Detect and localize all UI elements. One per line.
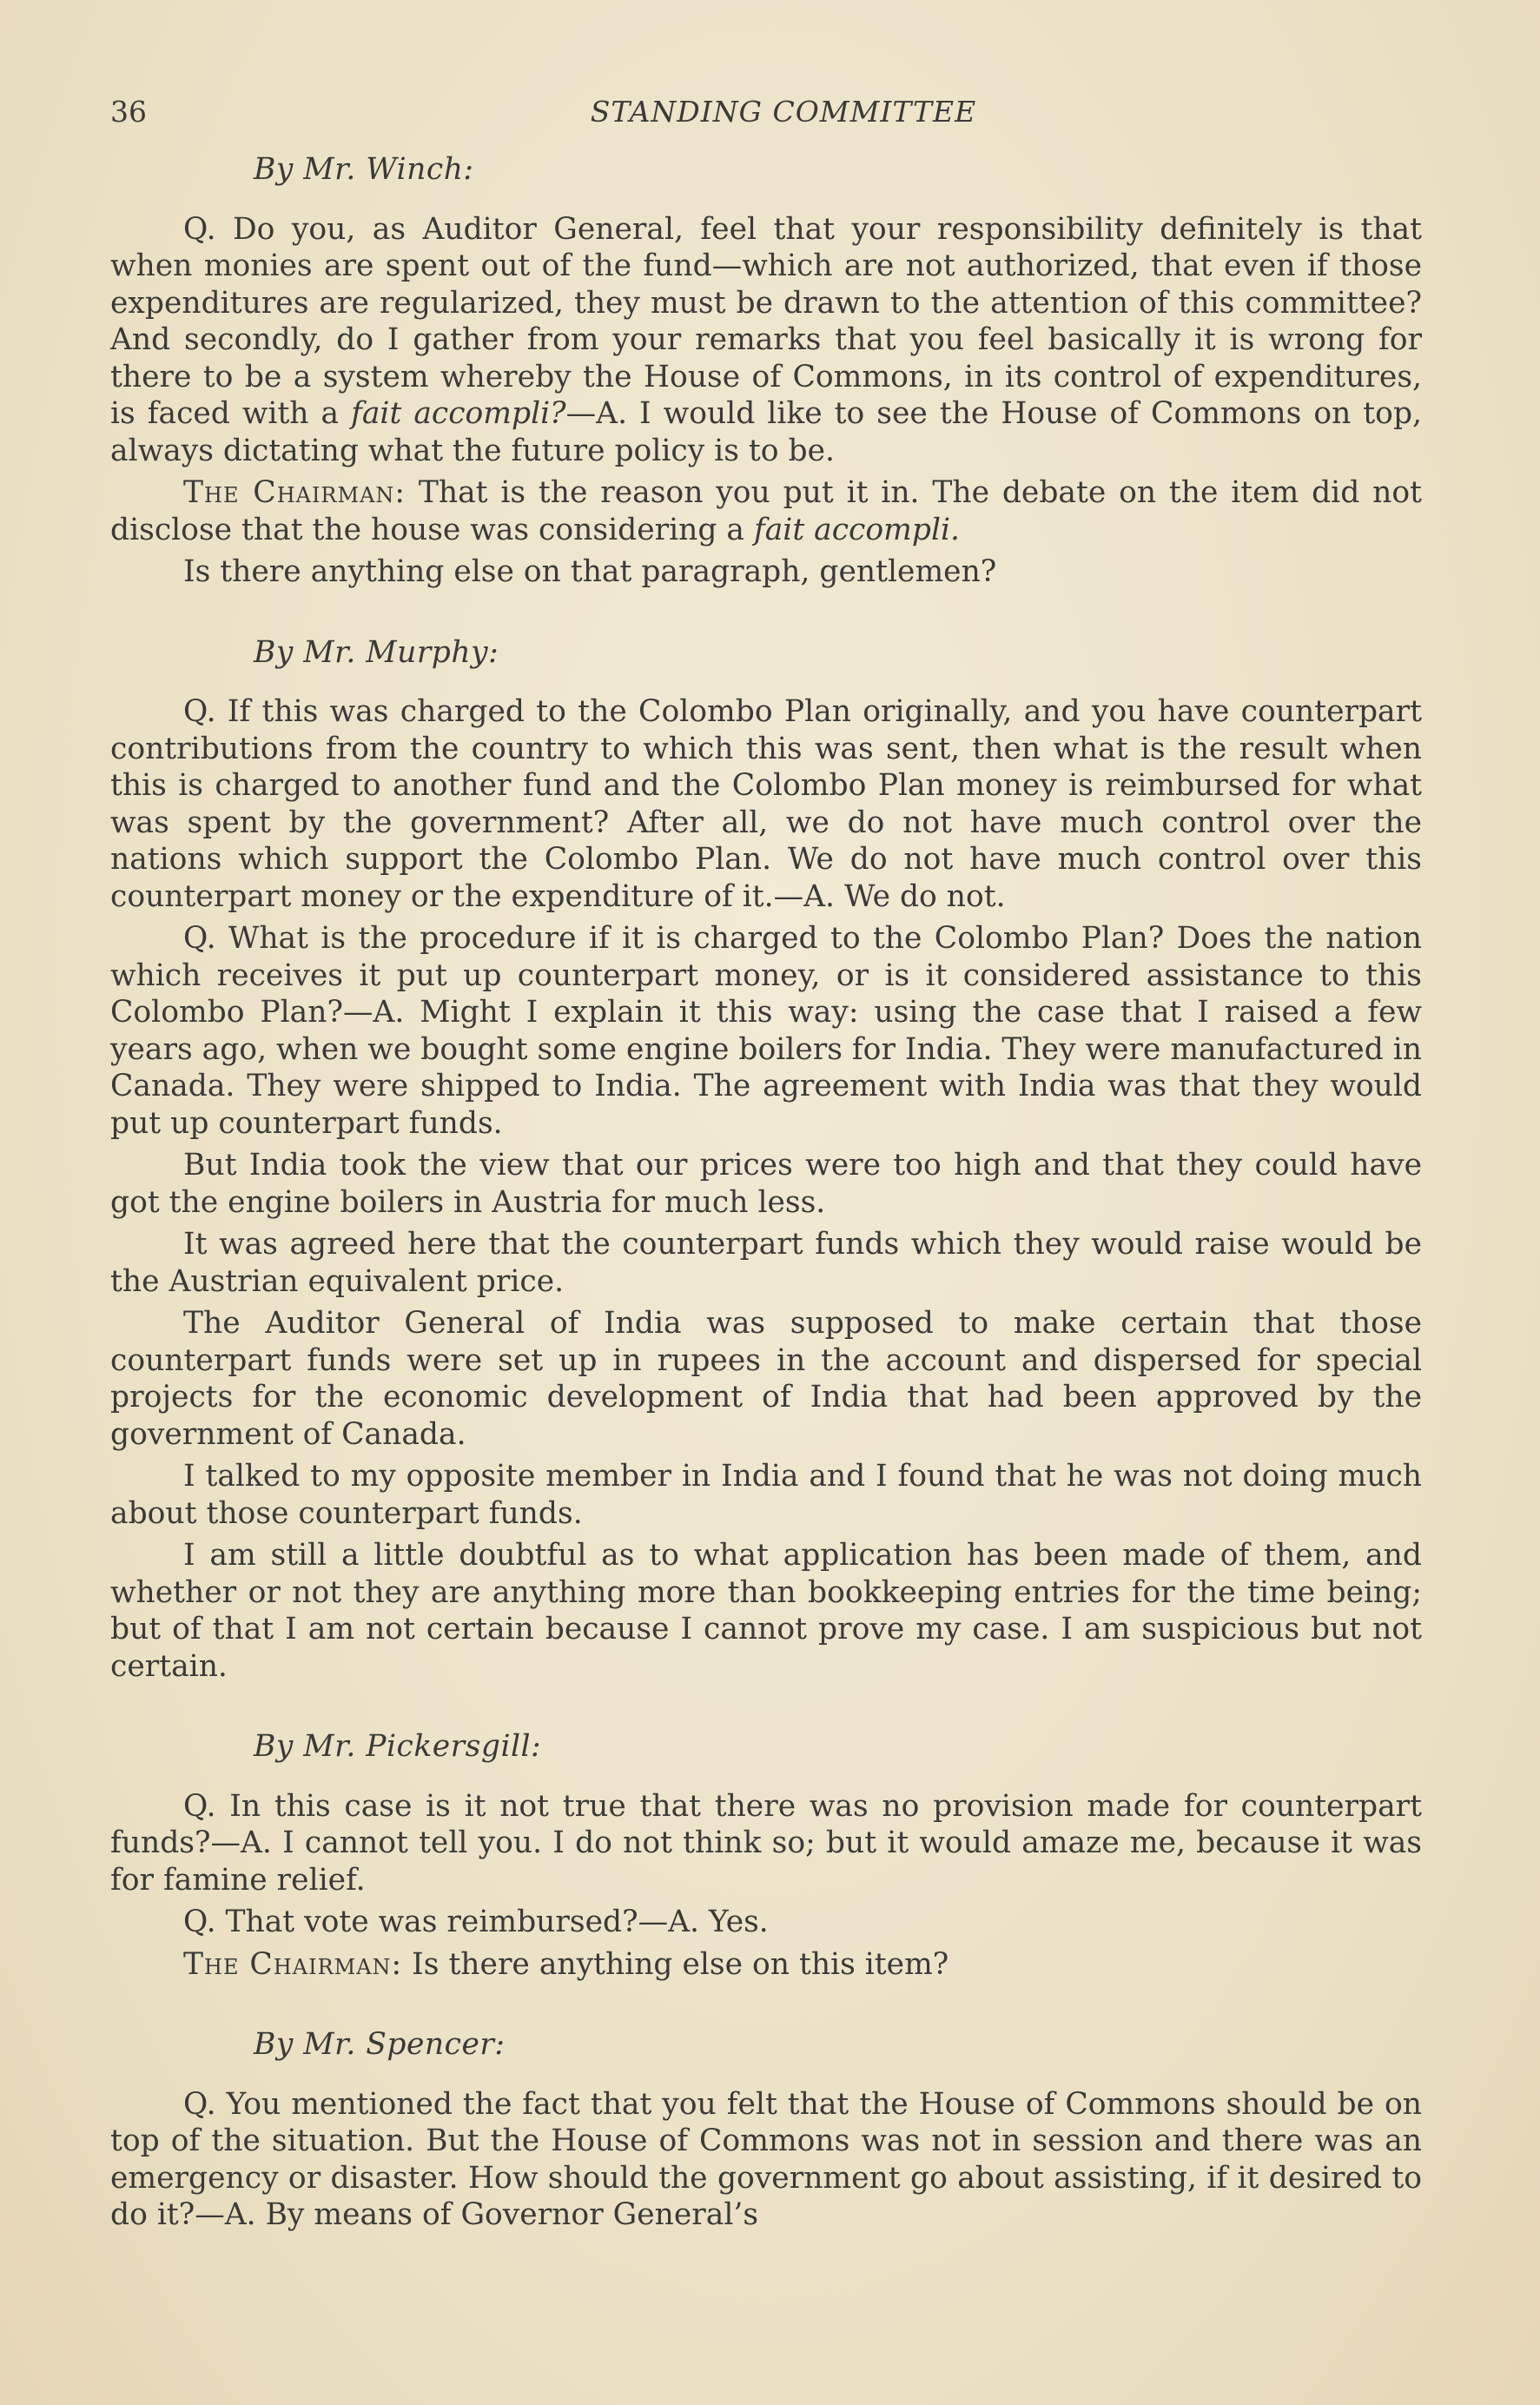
question-paragraph: Q. You mentioned the fact that you felt that the House of Commons should be on top of the situation. But the House of Commons was not in session and there was an emergency or disaster. How should the government go about assisting, if it desired to do it?—A. By means of Governor General’s <box>110 2086 1422 2232</box>
italic-phrase: fait accompli. <box>753 512 960 547</box>
speaker-heading: By Mr. Winch: <box>254 152 474 187</box>
paragraph: I am still a little doubtful as to what application has been made of them, and whether or not they are anything more than bookkeeping entries for the time being; but of that I am not certain because I cannot prove my case. I am suspicious but not certain. <box>110 1538 1422 1684</box>
paragraph-text: Q. Do you, as Auditor General, feel that your responsibility definitely is that when monies are spent out of the fund—which are not authorized, that even if those expenditures are regularized, they must be drawn to the attention of this committee? And secondly, do I gather from your remarks that you feel basically it is wrong for there to be a system whereby the House of Commons, in its control of expenditures, is faced with a <box>110 211 1422 431</box>
speaker-heading: By Mr. Murphy: <box>254 634 499 670</box>
document-page <box>110 87 1422 2239</box>
page-header <box>110 87 1422 139</box>
chairman-paragraph <box>110 1946 1422 1984</box>
paragraph: Is there anything else on that paragraph, gentlemen? <box>183 554 997 589</box>
page-number: 36 <box>110 95 147 129</box>
question-paragraph: Q. What is the procedure if it is charged to the Colombo Plan? Does the nation which receives it put up counterpart money, or is it considered assistance to this Colombo Plan?—A. Might I explain it this way: using the case that I raised a few years ago, when we bought some engine boilers for India. They were manufactured in Canada. They were shipped to India. The agreement with India was that they would put up counterpart funds. <box>110 921 1422 1141</box>
paragraph: But India took the view that our prices were too high and that they could have got the engine boilers in Austria for much less. <box>110 1148 1422 1220</box>
paragraph: It was agreed here that the counterpart funds which they would raise would be the Austrian equivalent price. <box>110 1227 1422 1299</box>
paragraph-text: That is the reason you put it in. The debate on the item did not disclose that the house was considering a <box>110 475 1422 547</box>
section-spencer <box>110 2026 1422 2234</box>
section-murphy <box>110 634 1422 1686</box>
chairman-label: The Chairman: <box>183 1946 403 1982</box>
speaker-heading: By Mr. Pickersgill: <box>254 1729 542 1764</box>
question-paragraph: Q. In this case is it not true that there was no provision made for counterpart funds?—A. I cannot tell you. I do not think so; but it would amaze me, because it was for famine relief. <box>110 1788 1422 1898</box>
paragraph: The Auditor General of India was supposed to make certain that those counterpart funds were set up in rupees in the account and dispersed for special projects for the economic development of India that had been approved by the government of Canada. <box>110 1306 1422 1452</box>
section-winch <box>110 151 1422 591</box>
chairman-label: The Chairman: <box>183 475 406 510</box>
question-paragraph: Q. If this was charged to the Colombo Plan originally, and you have counterpart contributions from the country to which this was sent, then what is the result when this is charged to another fund and the Colombo Plan money is reimbursed for what was spent by the government? After all, we do not have much control over the nations which support the Colombo Plan. We do not have much control over this counterpart money or the expenditure of it.—A. We do not. <box>110 694 1422 914</box>
paragraph-text: —A. I would like to see the House of Commons on top, always dictating what the future policy is to be. <box>110 396 1422 468</box>
paragraph-text: Is there anything else on this item? <box>402 1946 949 1982</box>
chairman-paragraph <box>110 474 1422 548</box>
question-paragraph <box>110 211 1422 470</box>
speaker-heading: By Mr. Spencer: <box>254 2027 506 2062</box>
section-pickersgill <box>110 1728 1422 1983</box>
paragraph: I talked to my opposite member in India and I found that he was not doing much about those counterpart funds. <box>110 1459 1422 1531</box>
italic-phrase: fait accompli? <box>351 396 566 431</box>
running-head: STANDING COMMITTEE <box>590 95 977 129</box>
question-paragraph: Q. That vote was reimbursed?—A. Yes. <box>183 1905 769 1939</box>
